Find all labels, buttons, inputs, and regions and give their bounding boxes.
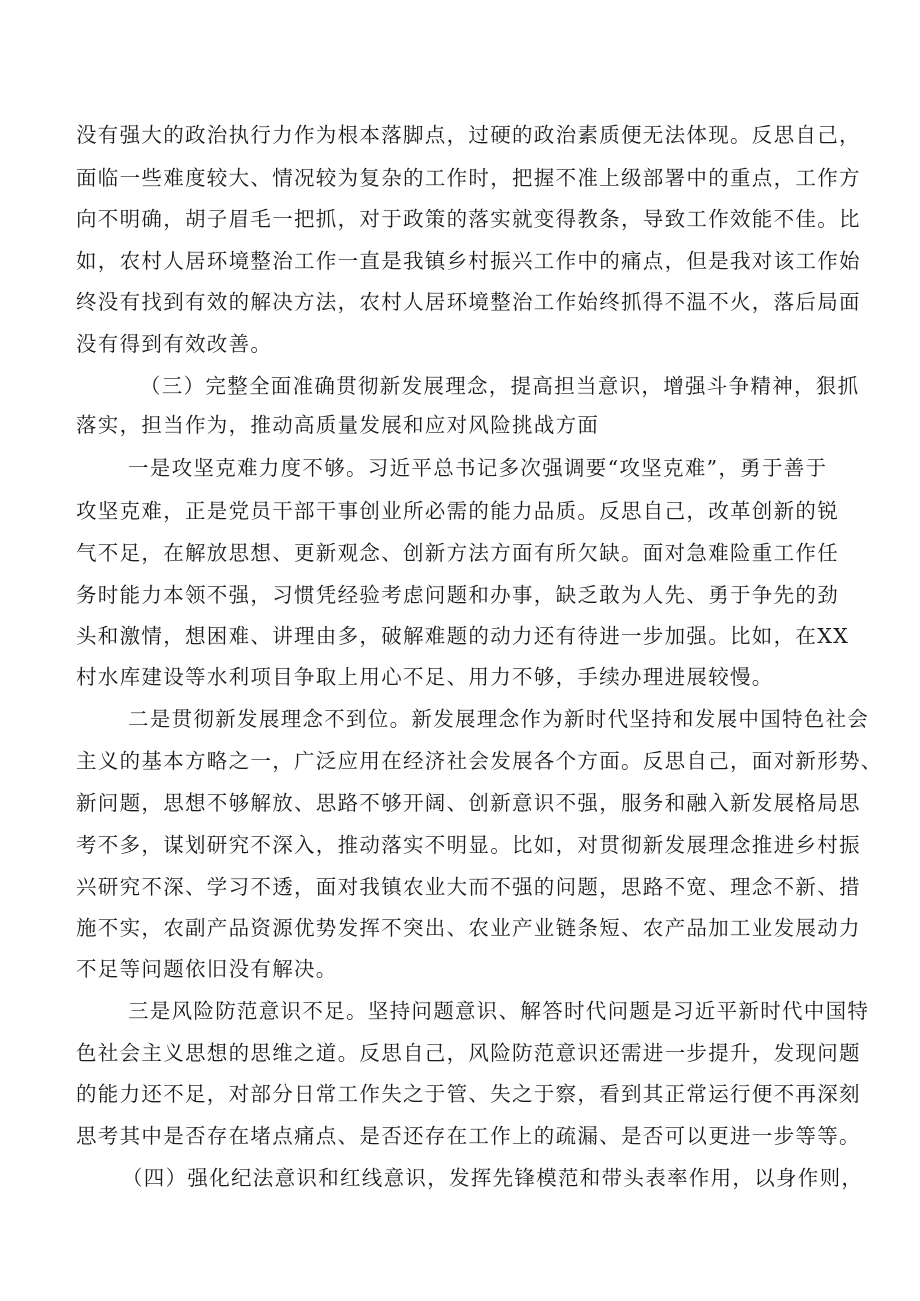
section-heading: （四）强化纪法意识和红线意识，发挥先锋模范和带头表率作用，以身作则， xyxy=(122,1166,864,1190)
text-line: 施不实，农副产品资源优势发挥不突出、农业产业链条短、农产品加工业发展动力 xyxy=(76,916,861,940)
text-line: 头和激情，想困难、讲理由多，破解难题的动力还有待进一步加强。比如，在XX xyxy=(76,624,849,648)
text-line: 村水库建设等水利项目争取上用心不足、用力不够，手续办理进展较慢。 xyxy=(76,665,774,689)
text-line: 色社会主义思想的思维之道。反思自己，风险防范意识还需进一步提升，发现问题 xyxy=(76,1041,861,1065)
text-line: 没有强大的政治执行力作为根本落脚点，过硬的政治素质便无法体现。反思自己， xyxy=(76,123,861,147)
text-line: 面临一些难度较大、情况较为复杂的工作时，把握不准上级部署中的重点，工作方 xyxy=(76,166,861,190)
text-line: 终没有找到有效的解决方法，农村人居环境整治工作始终抓得不温不火，落后局面 xyxy=(76,290,861,314)
text-line: 向不明确，胡子眉毛一把抓，对于政策的落实就变得教条，导致工作效能不佳。比 xyxy=(76,207,861,231)
text-line: 思考其中是否存在堵点痛点、是否还存在工作上的疏漏、是否可以更进一步等等。 xyxy=(76,1124,861,1148)
text-line: 主义的基本方略之一，广泛应用在经济社会发展各个方面。反思自己，面对新形势、 xyxy=(76,749,883,773)
text-line: 二是贯彻新发展理念不到位。新发展理念作为新时代坚持和发展中国特色社会 xyxy=(128,707,870,731)
text-line: 攻坚克难，正是党员干部干事创业所必需的能力品质。反思自己，改革创新的锐 xyxy=(76,499,839,523)
text-line: 考不多，谋划研究不深入，推动落实不明显。比如，对贯彻新发展理念推进乡村振 xyxy=(76,833,861,857)
section-heading: （三）完整全面准确贯彻新发展理念，提高担当意识，增强斗争精神，狠抓 xyxy=(140,374,860,398)
text-line: 一是攻坚克难力度不够。习近平总书记多次强调要“攻坚克难”，勇于善于 xyxy=(128,456,828,480)
section-heading: 落实，担当作为，推动高质量发展和应对风险挑战方面 xyxy=(76,413,600,437)
text-line: 务时能力本领不强，习惯凭经验考虑问题和办事，缺乏敢为人先、勇于争先的劲 xyxy=(76,583,839,607)
text-line: 没有得到有效改善。 xyxy=(76,332,273,356)
text-line: 不足等问题依旧没有解决。 xyxy=(76,957,338,981)
text-line: 气不足，在解放思想、更新观念、创新方法方面有所欠缺。面对急难险重工作任 xyxy=(76,541,839,565)
text-line: 如，农村人居环境整治工作一直是我镇乡村振兴工作中的痛点，但是我对该工作始 xyxy=(76,249,861,273)
text-line: 的能力还不足，对部分日常工作失之于管、失之于察，看到其正常运行便不再深刻 xyxy=(76,1082,861,1106)
text-line: 兴研究不深、学习不透，面对我镇农业大而不强的问题，思路不宽、理念不新、措 xyxy=(76,875,861,899)
text-line: 三是风险防范意识不足。坚持问题意识、解答时代问题是习近平新时代中国特 xyxy=(128,999,870,1023)
text-line: 新问题，思想不够解放、思路不够开阔、创新意识不强，服务和融入新发展格局思 xyxy=(76,791,861,815)
